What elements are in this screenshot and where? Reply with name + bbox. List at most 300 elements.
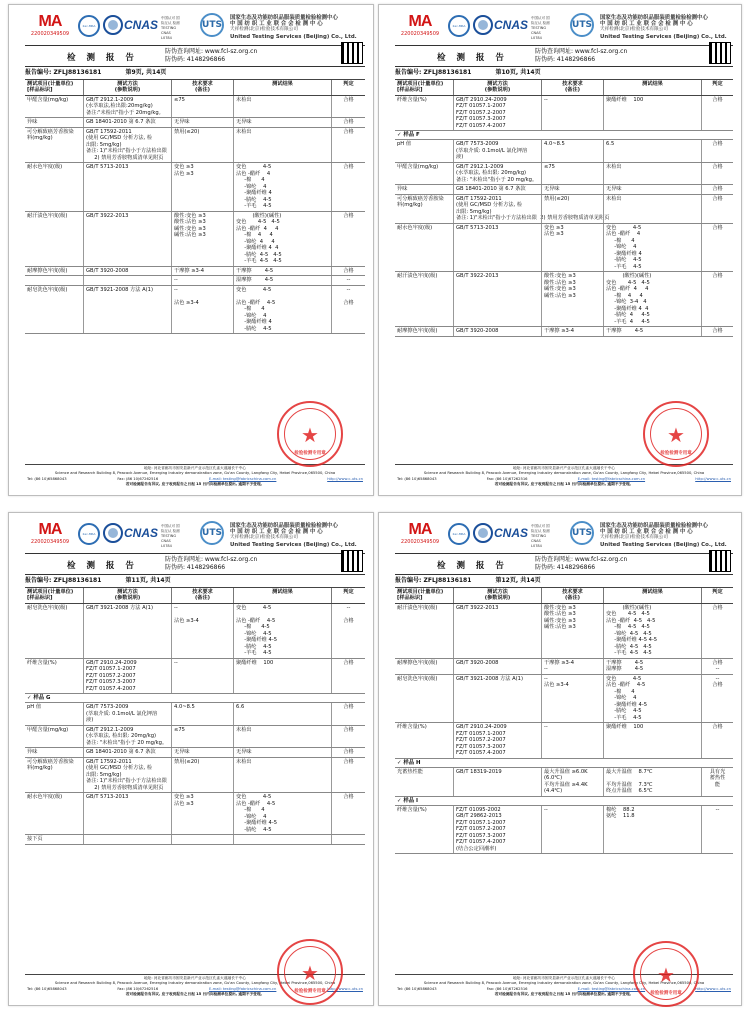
col-method: 测试方法 (参数说明): [83, 588, 171, 603]
sample-section-header: ✓ 样品 F: [395, 131, 733, 140]
cell-item: 耐摩擦色牢度(级): [397, 328, 438, 335]
cell-judgment: 合格: [701, 327, 733, 336]
table-row: [25, 726, 365, 749]
page-footer: [25, 464, 365, 487]
footer-web-link[interactable]: http://www.c-uts.cn: [327, 986, 363, 991]
cell-requirement: ≤75: [171, 96, 233, 118]
cnas-logo: [473, 523, 528, 543]
cell-method: GB/T 17592-2011 (使用 GC/MSD 分析方法, 检 出限: 5mg/kg) 备注: 1)"未检出"指小于方法检出限 2) 禁用芳香胺物质清单见附页: [83, 128, 171, 163]
uts-logo: UTS: [200, 13, 224, 37]
table-row: [395, 768, 733, 797]
cnas-label: CNAS: [124, 526, 159, 540]
cell-requirement: --: [541, 96, 603, 131]
table-row: [395, 224, 733, 273]
cell-method: [83, 835, 171, 844]
cell-result: 未检出: [233, 758, 331, 793]
cell-method: GB/T 5713-2013: [453, 224, 541, 272]
table-row: [395, 163, 733, 186]
cell-result: 湿摩擦 4-5: [233, 276, 331, 285]
cell-item: 耐水色牢度(级): [27, 794, 63, 801]
cell-judgment: 合格: [331, 96, 365, 118]
footer-address-en: Science and Research Building 8, Peacock Avenue, Emerging Industry demonstration zone, Gu'an County, Langfang City, Hebei Province,065500, China: [54, 471, 336, 476]
report-number-label: 报告编号:: [25, 69, 52, 76]
cell-requirement: 无异味: [171, 118, 233, 127]
cell-judgment: [331, 835, 365, 844]
cell-judgment: -- 合格: [701, 675, 733, 723]
footer-email-link[interactable]: E-mail: testing@fabricschina.com.cn: [577, 476, 646, 481]
report-number: ZFLJ88136181: [53, 577, 102, 584]
lab-name-cn-3: 天祥检测(北京)检验技术有限公司: [600, 535, 668, 541]
lab-name-cn-2: 中 国 纺 织 工 业 联 合 会 检 测 中 心: [230, 21, 323, 28]
cell-judgment: -- 合格: [331, 604, 365, 658]
cell-requirement: ≤75: [171, 726, 233, 748]
anti-fake-info: [165, 556, 257, 572]
table-row: [25, 163, 365, 212]
cell-result: 未检出: [233, 96, 331, 118]
cell-method: GB/T 7573-2009 (萃取介质: 0.1mol/L 氯化钾溶 液): [453, 140, 541, 162]
anti-fake-info: [535, 556, 627, 572]
letterhead: [395, 521, 733, 553]
seal-star-icon: ★: [657, 963, 675, 987]
cell-method: GB/T 3920-2008: [453, 659, 541, 674]
cell-requirement: --: [541, 723, 603, 758]
col-method: 测试方法 (参数说明): [453, 80, 541, 95]
lab-name-cn-1: 国家生态及功能纺织品服装质量检验检测中心: [230, 523, 338, 529]
cell-judgment: 合格: [331, 118, 365, 127]
cell-method: GB/T 3920-2008: [453, 327, 541, 336]
cell-item: [25, 276, 83, 285]
report-number-label: 报告编号:: [395, 69, 422, 76]
cell-result: (酸性)(碱性) 变色 4-5 4-5 沾色 -醋纤 4-5 4-5 -棉 4-5 4-5 -锦纶 4-5 4-5 -聚酯纤维 4-5 4-5 -腈纶 4-5 4-5 -羊毛 4-5 4-5: [603, 604, 701, 658]
cell-requirement: 4.0~8.5: [171, 703, 233, 725]
table-body: [25, 96, 365, 335]
report-page: [378, 512, 742, 1006]
footer-note: 若对检测报告有异议, 应于收到报告之日起 15 日内向检测单位提出, 逾期不予受理。: [125, 481, 265, 486]
cell-method: [83, 276, 171, 285]
table-header: [395, 587, 733, 604]
official-seal: [277, 401, 343, 467]
cell-judgment: 合格: [701, 224, 733, 272]
anti-fake-code: 防伪码: 4148296866: [165, 56, 226, 63]
cell-method: GB/T 2912.1-2009 (水萃取法, 检出限: 20mg/kg) 备注: "未检出"指小于 20 mg/kg。: [453, 163, 541, 185]
ilac-label: ilac-MRA: [452, 532, 466, 536]
cell-item: 耐汗渍色牢度(级): [27, 212, 68, 219]
table-body: [395, 604, 733, 855]
footer-tel: Tel: (86 10)65868043: [397, 476, 437, 481]
cell-item: 甲醛含量(mg/kg): [397, 163, 439, 170]
footer-fax: Fax: (86 10)67262516: [486, 986, 528, 991]
cell-judgment: -- 合格: [331, 286, 365, 334]
cell-result: (酸性)(碱性) 变色 4-5 4-5 沾色 -醋纤 4 4 -棉 4 4 -锦纶 3-4 4 -聚酯纤维 4 4 -腈纶 4 4-5 -羊毛 4 4-5: [603, 272, 701, 326]
ilac-label: ilac-MRA: [82, 24, 96, 28]
ma-logo: [25, 521, 75, 553]
lab-name-cn-1: 国家生态及功能纺织品服装质量检验检测中心: [600, 523, 708, 529]
cell-method: GB 18401-2010 第 6.7 条款: [453, 185, 541, 194]
lab-name: [230, 523, 357, 548]
cell-method: GB/T 3922-2013: [453, 272, 541, 326]
cell-requirement: 禁用(≤20): [171, 128, 233, 163]
cell-result: 最大升温值 8.7℃ 平均升温值 7.3℃ 终点升温值 6.5℃: [603, 768, 701, 796]
cell-judgment: 合格: [701, 272, 733, 326]
table-row: [25, 659, 365, 695]
cnas-side-text: 中国认可 国际互认 检测 TESTING CNAS L0784: [161, 524, 180, 548]
ma-logo: [25, 13, 75, 45]
report-page: [378, 4, 742, 496]
cell-requirement: -- 沾色 ≥3-4: [541, 675, 603, 723]
report-title: 检 测 报 告: [437, 53, 508, 63]
report-number-row: [395, 67, 733, 79]
col-result: 测试结果: [603, 588, 701, 603]
cnas-side-text: 中国认可 国际互认 检测 TESTING CNAS L0784: [531, 16, 550, 40]
cell-requirement: 变色 ≥3 沾色 ≥3: [171, 793, 233, 834]
table-row: [25, 758, 365, 794]
lab-name-en: United Testing Services (Beijing) Co., Ltd.: [230, 541, 357, 548]
ma-number: 220020349509: [30, 31, 70, 37]
cell-method: GB/T 3922-2013: [453, 604, 541, 658]
ma-logo: [395, 521, 445, 553]
cell-judgment: --: [331, 276, 365, 285]
cell-requirement: 禁用(≤20): [171, 758, 233, 793]
cell-judgment: 合格: [701, 195, 733, 223]
cell-item: 耐摩擦色牢度(级): [397, 659, 438, 666]
cell-method: GB/T 2912.1-2009 (水萃取法, 检出限: 20mg/kg) 备注: "未检出"指小于 20 mg/kg。: [83, 726, 171, 748]
lab-name-en: United Testing Services (Beijing) Co., Ltd.: [600, 541, 727, 548]
report-number-label: 报告编号:: [395, 577, 422, 584]
qr-code-icon: [341, 42, 363, 64]
uts-logo: UTS: [570, 521, 594, 545]
table-header: [25, 79, 365, 96]
footer-web-link[interactable]: http://www.c-uts.cn: [327, 476, 363, 481]
cell-judgment: 合格: [331, 659, 365, 694]
seal-label: 检验检测专用章: [294, 989, 326, 994]
uts-logo: UTS: [570, 13, 594, 37]
table-row: [25, 276, 365, 286]
footer-web-link[interactable]: http://www.c-uts.cn: [695, 986, 731, 991]
cell-method: GB 18401-2010 第 6.7 条款: [83, 748, 171, 757]
ma-logo-text: MA: [38, 521, 62, 538]
ma-number: 220020349509: [30, 539, 70, 545]
seal-label: 检验检测专用章: [294, 451, 326, 456]
footer-note: 若对检测报告有异议, 应于收到报告之日起 15 日内向检测单位提出, 逾期不予受理。: [125, 991, 265, 996]
ma-logo: [395, 13, 445, 45]
cell-judgment: 合格: [701, 185, 733, 194]
cell-requirement: 酸性:变色 ≥3 酸性:沾色 ≥3 碱性:变色 ≥3 碱性:沾色 ≥3: [171, 212, 233, 266]
page-label: 第10页, 共14页: [495, 69, 541, 76]
cell-method: GB/T 3921-2008 方法 A(1): [83, 286, 171, 334]
cell-judgment: 合格: [331, 758, 365, 793]
ilac-mra-logo: [78, 523, 100, 545]
table-row: [25, 286, 365, 335]
cell-result: 聚酯纤维 100: [603, 723, 701, 758]
cnas-side-text: 中国认可 国际互认 检测 TESTING CNAS L0784: [531, 524, 550, 548]
col-result: 测试结果: [233, 588, 331, 603]
anti-fake-url: 防伪查询网址: www.fcl-sz.org.cn: [535, 556, 628, 563]
cnas-logo: [103, 15, 158, 35]
col-item: 测试项目(计量单位) [样品标识]: [397, 589, 444, 602]
table-row: [395, 723, 733, 759]
table-row: [25, 212, 365, 267]
table-row: [395, 675, 733, 724]
table-row: [395, 272, 733, 327]
footer-email-link[interactable]: E-mail: testing@fabricschina.com.cn: [577, 986, 646, 991]
footer-web-link[interactable]: http://www.c-uts.cn: [695, 476, 731, 481]
footer-address-cn: 地址: 河北省廊坊市固安县新兴产业示范区孔雀大道融长干中心: [513, 976, 615, 981]
letterhead: [25, 521, 365, 553]
cnas-logo: [103, 523, 158, 543]
cell-requirement: 无异味: [171, 748, 233, 757]
cell-item: 可分解致癌芳香胺染 料(mg/kg): [397, 195, 444, 209]
cell-method: GB/T 17592-2011 (使用 GC/MSD 分析方法, 检 出限: 5mg/kg) 备注: 1)"未检出"指小于方法检出限 2) 禁用芳香胺物质清单见附页: [453, 195, 541, 223]
footer-address-en: Science and Research Building 8, Peacock Avenue, Emerging Industry demonstration zone, Gu'an County, Langfang City, Hebei Province,065500, China: [423, 981, 705, 986]
lab-name-cn-3: 天祥检测(北京)检验技术有限公司: [230, 27, 298, 33]
cell-result: 变色 4-5 沾色 -醋纤 4 -棉 4 -锦纶 4 -聚酯纤维 4 -腈纶 4-5 -羊毛 4-5: [233, 163, 331, 211]
report-number-label: 报告编号:: [25, 577, 52, 584]
cell-item: 耐摩擦色牢度(级): [27, 267, 68, 274]
table-row: [25, 267, 365, 277]
seal-label: 检验检测专用章: [650, 991, 682, 996]
report-title-row: [25, 45, 365, 67]
col-requirement: 技术要求 (备注): [541, 588, 603, 603]
report-title-row: [395, 553, 733, 575]
cell-item: 纤维含量(%): [27, 659, 57, 666]
ilac-label: ilac-MRA: [82, 532, 96, 536]
col-judgment: 判定: [701, 588, 733, 603]
footer-address-cn: 地址: 河北省廊坊市固安县新兴产业示范区孔雀大道融长干中心: [513, 466, 615, 471]
cell-result: 棉纶 88.2 氨纶 11.8: [603, 806, 701, 854]
cnas-label: CNAS: [124, 18, 159, 32]
cell-requirement: ≤75: [541, 163, 603, 185]
ilac-mra-logo: [78, 15, 100, 37]
seal-star-icon: ★: [667, 423, 685, 447]
lab-name-cn-3: 天祥检测(北京)检验技术有限公司: [230, 535, 298, 541]
footer-note: 若对检测报告有异议, 应于收到报告之日起 15 日内向检测单位提出, 逾期不予受理。: [494, 481, 634, 486]
table-row: [395, 195, 733, 224]
lab-name-cn-3: 天祥检测(北京)检验技术有限公司: [600, 27, 668, 33]
seal-label: 检验检测专用章: [660, 451, 692, 456]
cell-result: 6.6: [233, 703, 331, 725]
cell-requirement: 变色 ≥3 沾色 ≥3: [171, 163, 233, 211]
cell-item: 异味: [27, 749, 38, 756]
anti-fake-url: 防伪查询网址: www.fcl-sz.org.cn: [165, 556, 258, 563]
footer-tel: Tel: (86 10)65868043: [397, 986, 437, 991]
ilac-mra-logo: [448, 523, 470, 545]
cell-result: 未检出: [233, 128, 331, 163]
report-title-row: [395, 45, 733, 67]
anti-fake-info: [535, 48, 627, 64]
cell-requirement: 禁用(≤20): [541, 195, 603, 223]
table-header: [395, 79, 733, 96]
footer-address-cn: 地址: 河北省廊坊市固安县新兴产业示范区孔雀大道融长干中心: [144, 976, 246, 981]
cell-item: 耐皂洗色牢度(级): [27, 286, 68, 293]
cell-result: 变色 4-5 沾色 -醋纤 4-5 -棉 4 -锦纶 4 -聚酯纤维 4-5 -腈纶 4-5 -羊毛 4-5: [603, 675, 701, 723]
cell-result: 未检出: [603, 195, 701, 223]
cell-item: 异味: [397, 186, 408, 193]
cell-requirement: --: [171, 659, 233, 694]
cell-requirement: --: [541, 806, 603, 854]
cell-result: 无异味: [233, 748, 331, 757]
table-row: [395, 806, 733, 855]
table-body: [395, 96, 733, 337]
footer-email-link[interactable]: E-mail: testing@fabricschina.com.cn: [208, 476, 277, 481]
official-seal: [643, 401, 709, 467]
cnas-circle-icon: [103, 15, 123, 35]
qr-code-icon: [341, 550, 363, 572]
col-method: 测试方法 (参数说明): [83, 80, 171, 95]
cnas-circle-icon: [473, 523, 493, 543]
footer-address-en: Science and Research Building 8, Peacock Avenue, Emerging Industry demonstration zone, Gu'an County, Langfang City, Hebei Province,065500, China: [54, 981, 336, 986]
cnas-label: CNAS: [494, 18, 529, 32]
table-header: [25, 587, 365, 604]
table-row: [395, 140, 733, 163]
cell-item: 可分解致癌芳香胺染 料(mg/kg): [27, 758, 74, 772]
report-title: 检 测 报 告: [67, 53, 138, 63]
col-item: 测试项目(计量单位) [样品标识]: [27, 81, 74, 94]
report-title: 检 测 报 告: [437, 561, 508, 571]
report-number-row: [25, 67, 365, 79]
cell-judgment: 合格: [701, 140, 733, 162]
cell-result: 聚酯纤维 100: [603, 96, 701, 131]
cell-result: 变色 4-5 沾色 -醋纤 4-5 -棉 4 -锦纶 4 -聚酯纤维 4-5 -腈纶 4-5: [233, 793, 331, 834]
qr-code-icon: [709, 550, 731, 572]
lab-name-cn-2: 中 国 纺 织 工 业 联 合 会 检 测 中 心: [600, 529, 693, 536]
sample-section-header: ✓ 样品 I: [395, 797, 733, 806]
cell-judgment: 合格: [331, 703, 365, 725]
table-row: [395, 327, 733, 337]
report-title: 检 测 报 告: [67, 561, 138, 571]
seal-star-icon: ★: [301, 423, 319, 447]
ilac-mra-logo: [448, 15, 470, 37]
footer-email-link[interactable]: E-mail: testing@fabricschina.com.cn: [208, 986, 277, 991]
report-page: [8, 512, 374, 1006]
cell-judgment: 合格: [331, 793, 365, 834]
cell-item: 耐皂洗色牢度(级): [397, 675, 438, 682]
ma-logo-text: MA: [408, 13, 432, 30]
ilac-label: ilac-MRA: [452, 24, 466, 28]
cell-result: 聚酯纤维 100: [233, 659, 331, 694]
cell-requirement: 酸性:变色 ≥3 酸性:沾色 ≥3 碱性:变色 ≥3 碱性:沾色 ≥3: [541, 604, 603, 658]
col-requirement: 技术要求 (备注): [171, 80, 233, 95]
footer-address-cn: 地址: 河北省廊坊市固安县新兴产业示范区孔雀大道融长干中心: [144, 466, 246, 471]
cell-method: GB/T 2910.24-2009 FZ/T 01057.1-2007 FZ/T 01057.2-2007 FZ/T 01057.3-2007 FZ/T 01057.4-2007: [453, 723, 541, 758]
ma-number: 220020349509: [400, 31, 440, 37]
anti-fake-code: 防伪码: 4148296866: [165, 564, 226, 571]
anti-fake-url: 防伪查询网址: www.fcl-sz.org.cn: [535, 48, 628, 55]
page-content: [395, 521, 733, 999]
cell-judgment: 合格: [331, 748, 365, 757]
cell-method: GB/T 3920-2008: [83, 267, 171, 276]
uts-logo: UTS: [200, 521, 224, 545]
cell-judgment: 合格: [701, 723, 733, 758]
footer-fax: Fax: (86 10)67262516: [117, 986, 159, 991]
table-row: [25, 604, 365, 659]
cell-method: GB/T 5713-2013: [83, 163, 171, 211]
table-row: [25, 118, 365, 128]
sample-section-header: ✓ 样品 G: [25, 694, 365, 703]
cell-result: 干摩擦 4-5: [233, 267, 331, 276]
lab-name: [600, 523, 727, 548]
page-content: [25, 521, 365, 999]
report-page: [8, 4, 374, 496]
report-number: ZFLJ88136181: [423, 577, 472, 584]
col-judgment: 判定: [701, 80, 733, 95]
cell-item: 耐汗渍色牢度(级): [397, 604, 438, 611]
ma-logo-text: MA: [38, 13, 62, 30]
cell-result: 无异味: [603, 185, 701, 194]
cell-result: 变色 4-5 沾色 -醋纤 4-5 -棉 4 -锦纶 4 -聚酯纤维 4 -腈纶 4-5: [233, 286, 331, 334]
page-label: 第9页, 共14页: [125, 69, 167, 76]
cell-requirement: 干摩擦 ≥3-4: [171, 267, 233, 276]
table-row: [25, 748, 365, 758]
cell-result: (酸性)(碱性) 变色 4-5 4-5 沾色 -醋纤 4 4 -棉 4 4 -锦纶 4 4 -聚酯纤维 4 4 -腈纶 4-5 4-5 -羊毛 4-5 4-5: [233, 212, 331, 266]
anti-fake-code: 防伪码: 4148296866: [535, 564, 596, 571]
table-row: [395, 659, 733, 675]
cell-item: 接下页: [27, 836, 43, 843]
ma-logo-text: MA: [408, 521, 432, 538]
cell-requirement: 最大升温值 ≥6.0K (6.0℃) 平均升温值 ≥4.4K (4.4℃): [541, 768, 603, 796]
cell-method: GB/T 3922-2013: [83, 212, 171, 266]
cnas-label: CNAS: [494, 526, 529, 540]
cell-item: 纤维含量(%): [397, 806, 427, 813]
page-label: 第11页, 共14页: [125, 577, 171, 584]
cell-result: 未检出: [233, 726, 331, 748]
cell-method: GB/T 17592-2011 (使用 GC/MSD 分析方法, 检 出限: 5mg/kg) 备注: 1)"未检出"指小于方法检出限 2) 禁用芳香胺物质清单见附页: [83, 758, 171, 793]
cell-item: pH 值: [27, 704, 42, 711]
col-item: 测试项目(计量单位) [样品标识]: [397, 81, 444, 94]
cell-judgment: --: [701, 806, 733, 854]
page-content: [395, 13, 733, 489]
cell-item: pH 值: [397, 141, 412, 148]
lab-name-en: United Testing Services (Beijing) Co., Ltd.: [230, 33, 357, 40]
cell-judgment: 合格: [701, 163, 733, 185]
cell-method: GB/T 2912.1-2009 (水萃取法,检出限:20mg/kg) 备注:"未检出"指小于 20mg/kg。: [83, 96, 171, 118]
cell-requirement: 变色 ≥3 沾色 ≥3: [541, 224, 603, 272]
page-footer: [25, 974, 365, 997]
cell-judgment: 合格: [331, 267, 365, 276]
cell-requirement: 干摩擦 ≥3-4: [541, 327, 603, 336]
cell-judgment: 合格: [701, 96, 733, 131]
footer-address-en: Science and Research Building 8, Peacock Avenue, Emerging Industry demonstration zone, Gu'an County, Langfang City, Hebei Province,065500, China: [423, 471, 705, 476]
report-number-row: [25, 575, 365, 587]
col-result: 测试结果: [233, 80, 331, 95]
lab-name-cn-1: 国家生态及功能纺织品服装质量检验检测中心: [230, 15, 338, 21]
cell-item: 纤维含量(%): [397, 96, 427, 103]
cell-item: 耐汗渍色牢度(级): [397, 273, 438, 280]
anti-fake-info: [165, 48, 257, 64]
table-row: [395, 604, 733, 659]
lab-name-cn-1: 国家生态及功能纺织品服装质量检验检测中心: [600, 15, 708, 21]
cell-requirement: --: [171, 276, 233, 285]
cell-item: 异味: [27, 119, 38, 126]
cell-method: GB 18401-2010 第 6.7 条款: [83, 118, 171, 127]
cnas-side-text: 中国认可 国际互认 检测 TESTING CNAS L0784: [161, 16, 180, 40]
cell-method: GB/T 18319-2019: [453, 768, 541, 796]
cell-result: 变色 4-5 沾色 -醋纤 4 -棉 4 -锦纶 4 -聚酯纤维 4 -腈纶 4-5 -羊毛 4-5: [603, 224, 701, 272]
cell-requirement: 无异味: [541, 185, 603, 194]
lab-name: [600, 15, 727, 40]
table-row: [25, 128, 365, 164]
cell-item: 可分解致癌芳香胺染 料(mg/kg): [27, 128, 74, 142]
cell-requirement: -- 沾色 ≥3-4: [171, 286, 233, 334]
page-footer: [395, 464, 733, 487]
footer-note: 若对检测报告有异议, 应于收到报告之日起 15 日内向检测单位提出, 逾期不予受理。: [494, 991, 634, 996]
cnas-circle-icon: [103, 523, 123, 543]
cell-judgment: 合格: [331, 726, 365, 748]
report-number: ZFLJ88136181: [53, 69, 102, 76]
letterhead: [395, 13, 733, 45]
cell-item: 耐水色牢度(级): [397, 224, 433, 231]
page-label: 第12页, 共14页: [495, 577, 541, 584]
table-row: [395, 96, 733, 132]
